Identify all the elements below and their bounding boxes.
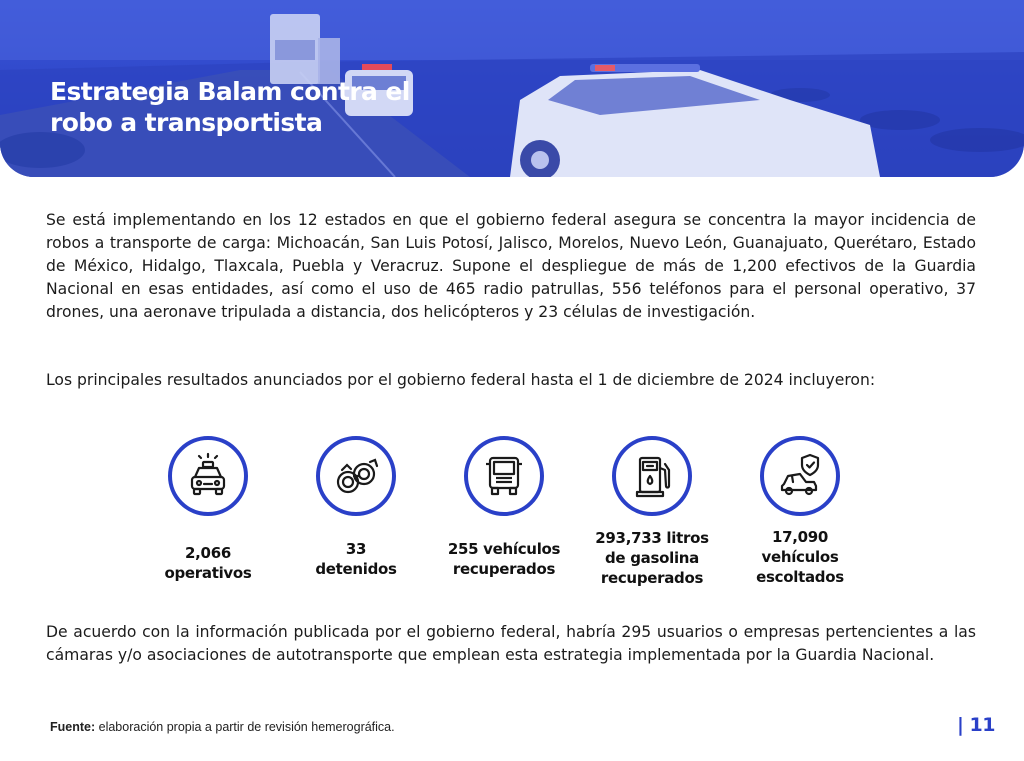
gas-pump-icon	[616, 440, 688, 512]
intro-paragraph: Se está implementando en los 12 estados en que el gobierno federal asegura se concentra la mayor incidencia de robos a transporte de carga: Michoacán, San Luis Potosí, Jalisco, Morelos, Nuevo León, Guanajuato, Querétaro, Estado de México, Hidalgo, Tlaxcala, Puebla y Veracruz. Supone el despliegue de más de 1,200 efectivos de la Guardia Nacional en esas entidades, así como el uso de 465 radio patrullas, 556 teléfonos para el personal operativo, 37 drones, una aeronave tripulada a distancia, dos helicópteros y 23 células de investigación.	[46, 211, 976, 321]
stat-caption-2: recuperados	[600, 569, 704, 587]
stat-caption: de gasolina	[604, 549, 699, 567]
stat-circle-detenidos	[316, 436, 396, 516]
stat-label-escoltados	[720, 527, 880, 587]
stat-value: 293,733 litros	[595, 529, 709, 547]
stat-caption: recuperados	[452, 560, 556, 578]
stat-circle-escoltados	[760, 436, 840, 516]
stat-label-detenidos	[276, 539, 436, 579]
stat-circle-gasolina	[612, 436, 692, 516]
stat-caption: detenidos	[315, 560, 397, 578]
stat-circle-operativos	[168, 436, 248, 516]
results-intro-paragraph: Los principales resultados anunciados por el gobierno federal hasta el 1 de diciembre de 2024 incluyeron:	[46, 371, 876, 389]
stat-value: 2,066	[185, 544, 231, 562]
source-label: Fuente:	[50, 720, 96, 734]
handcuffs-icon	[320, 440, 392, 512]
title-line-1: Estrategia Balam contra el	[50, 77, 410, 106]
source-footnote	[50, 720, 395, 734]
page-title	[50, 76, 450, 138]
stat-caption: operativos	[164, 564, 252, 582]
stat-value: 255 vehículos	[447, 540, 561, 558]
stat-value: 17,090	[771, 528, 829, 546]
escorted-car-icon	[764, 440, 836, 512]
stat-caption-2: escoltados	[756, 568, 844, 586]
source-text: elaboración propia a partir de revisión hemerográfica.	[95, 720, 395, 734]
stat-label-operativos	[128, 543, 288, 583]
stat-label-gasolina	[572, 528, 732, 588]
stat-caption: vehículos	[761, 548, 839, 566]
header-banner	[0, 0, 1024, 177]
stat-value: 33	[345, 540, 367, 558]
police-car-icon	[172, 440, 244, 512]
title-line-2: robo a transportista	[50, 108, 323, 137]
stat-label-vehiculos-recuperados	[424, 539, 584, 579]
stat-circle-vehiculos-recuperados	[464, 436, 544, 516]
closing-paragraph: De acuerdo con la información publicada por el gobierno federal, habría 295 usuarios o empresas pertencientes a las cámaras y/o asociaciones de autotransporte que emplean esta estrategia implementada por la Guardia Nacional.	[46, 623, 976, 664]
truck-icon	[468, 440, 540, 512]
page-number: | 11	[957, 714, 995, 736]
